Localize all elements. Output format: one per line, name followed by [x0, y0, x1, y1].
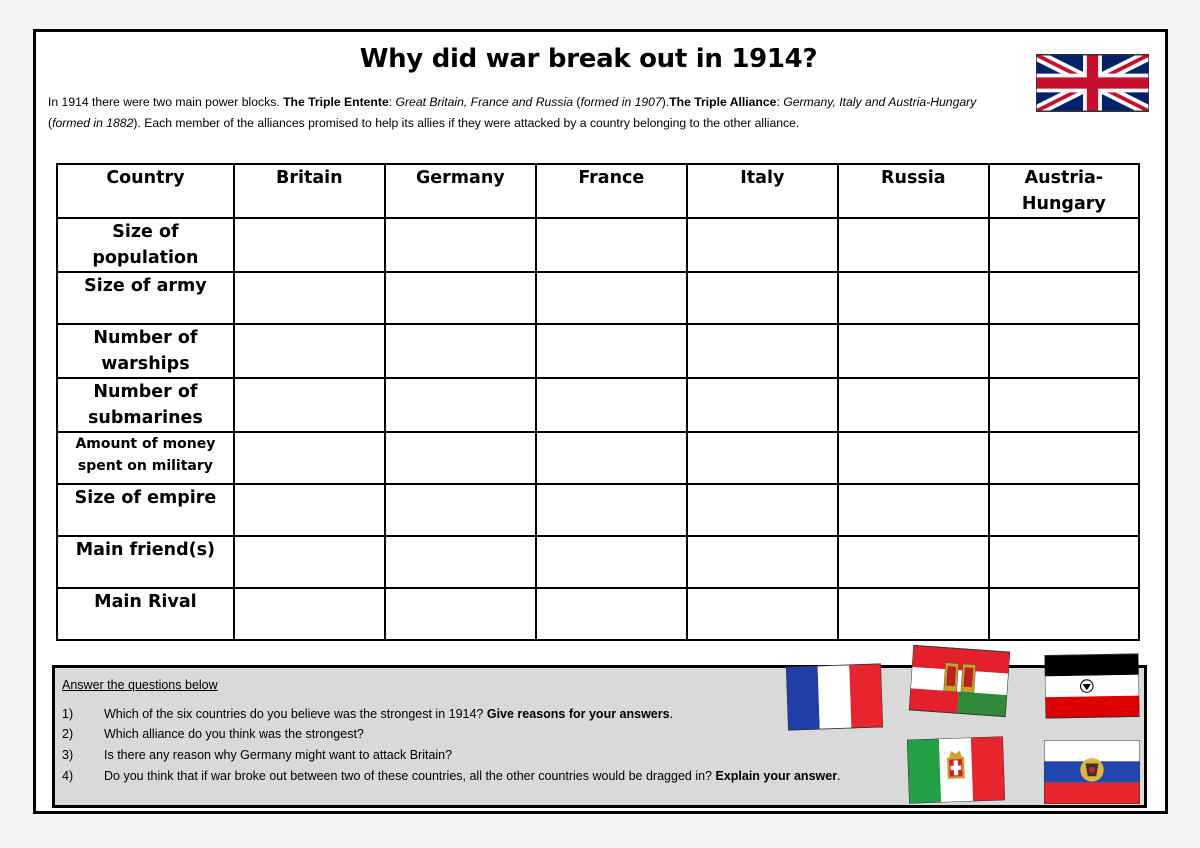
russian-empire-flag-icon	[1044, 740, 1140, 804]
answer-cell[interactable]	[385, 536, 536, 588]
question-item: 3) Is there any reason why Germany might want to attack Britain?	[62, 748, 453, 762]
answer-cell[interactable]	[234, 588, 385, 640]
union-jack-flag-icon	[1036, 54, 1149, 112]
answer-cell[interactable]	[385, 484, 536, 536]
table-row	[57, 272, 1139, 324]
worksheet	[33, 29, 1168, 814]
header-germany: Germany	[385, 164, 536, 218]
table-header-row	[57, 164, 1139, 218]
row-label-empire: Size of empire	[57, 484, 234, 536]
answer-cell[interactable]	[536, 536, 687, 588]
question-number: 3)	[62, 748, 74, 762]
header-britain: Britain	[234, 164, 385, 218]
table-row	[57, 588, 1139, 640]
question-item: 2) Which alliance do you think was the strongest?	[62, 727, 364, 741]
answer-cell[interactable]	[385, 324, 536, 378]
answer-cell[interactable]	[989, 588, 1139, 640]
answer-cell[interactable]	[536, 272, 687, 324]
row-label-rival: Main Rival	[57, 588, 234, 640]
austria-hungary-flag-icon	[909, 645, 1010, 718]
answer-cell[interactable]	[838, 324, 989, 378]
questions-box	[52, 665, 1147, 808]
row-label-military-spending: Amount of money spent on military	[57, 432, 234, 484]
answer-cell[interactable]	[234, 432, 385, 484]
question-item: 1) Which of the six countries do you believe was the strongest in 1914? Give reasons for your answers.	[62, 707, 674, 721]
answer-cell[interactable]	[687, 218, 838, 272]
table-row	[57, 218, 1139, 272]
answer-cell[interactable]	[536, 218, 687, 272]
answer-cell[interactable]	[536, 324, 687, 378]
answer-cell[interactable]	[385, 588, 536, 640]
table-row	[57, 324, 1139, 378]
answer-cell[interactable]	[536, 432, 687, 484]
intro-paragraph: In 1914 there were two main power blocks. The Triple Entente: Great Britain, France and Russia (formed in 1907).The Triple Alliance: Germany, Italy and Austria-Hungary (formed in 1882). Each member of the alliances promised to help its allies if they were attacked by a country belonging to the other alliance.	[48, 95, 977, 130]
answer-cell[interactable]	[385, 272, 536, 324]
header-russia: Russia	[838, 164, 989, 218]
answer-cell[interactable]	[234, 272, 385, 324]
answer-cell[interactable]	[687, 536, 838, 588]
answer-cell[interactable]	[838, 378, 989, 432]
answer-cell[interactable]	[687, 588, 838, 640]
row-label-population: Size of population	[57, 218, 234, 272]
answer-cell[interactable]	[385, 432, 536, 484]
question-item: 4) Do you think that if war broke out between two of these countries, all the other countries would be dragged in? Explain your answer.	[62, 769, 841, 783]
answer-cell[interactable]	[989, 378, 1139, 432]
answer-cell[interactable]	[989, 324, 1139, 378]
answer-cell[interactable]	[687, 324, 838, 378]
table-row	[57, 378, 1139, 432]
answer-cell[interactable]	[234, 218, 385, 272]
table-row	[57, 484, 1139, 536]
question-number: 1)	[62, 707, 74, 721]
answer-cell[interactable]	[989, 536, 1139, 588]
questions-heading: Answer the questions below	[62, 678, 218, 692]
question-number: 2)	[62, 727, 74, 741]
german-empire-flag-icon	[1044, 653, 1139, 719]
answer-cell[interactable]	[989, 218, 1139, 272]
answer-cell[interactable]	[536, 588, 687, 640]
row-label-warships: Number of warships	[57, 324, 234, 378]
table-row	[57, 536, 1139, 588]
row-label-submarines: Number of submarines	[57, 378, 234, 432]
answer-cell[interactable]	[385, 378, 536, 432]
comparison-table	[56, 163, 1140, 641]
answer-cell[interactable]	[838, 272, 989, 324]
answer-cell[interactable]	[234, 378, 385, 432]
answer-cell[interactable]	[838, 536, 989, 588]
answer-cell[interactable]	[234, 484, 385, 536]
answer-cell[interactable]	[989, 272, 1139, 324]
table-row	[57, 432, 1139, 484]
answer-cell[interactable]	[687, 432, 838, 484]
answer-cell[interactable]	[989, 432, 1139, 484]
header-country: Country	[57, 164, 234, 218]
answer-cell[interactable]	[234, 536, 385, 588]
answer-cell[interactable]	[838, 432, 989, 484]
answer-cell[interactable]	[687, 272, 838, 324]
answer-cell[interactable]	[687, 378, 838, 432]
france-flag-icon	[786, 663, 883, 730]
answer-cell[interactable]	[838, 588, 989, 640]
answer-cell[interactable]	[385, 218, 536, 272]
page-title: Why did war break out in 1914?	[359, 44, 818, 74]
header-austria-hungary: Austria-Hungary	[989, 164, 1139, 218]
answer-cell[interactable]	[536, 484, 687, 536]
answer-cell[interactable]	[838, 484, 989, 536]
header-italy: Italy	[687, 164, 838, 218]
answer-cell[interactable]	[687, 484, 838, 536]
answer-cell[interactable]	[989, 484, 1139, 536]
row-label-friends: Main friend(s)	[57, 536, 234, 588]
header-france: France	[536, 164, 687, 218]
question-number: 4)	[62, 769, 74, 783]
answer-cell[interactable]	[536, 378, 687, 432]
answer-cell[interactable]	[838, 218, 989, 272]
answer-cell[interactable]	[234, 324, 385, 378]
italy-flag-icon	[907, 736, 1005, 803]
row-label-army: Size of army	[57, 272, 234, 324]
